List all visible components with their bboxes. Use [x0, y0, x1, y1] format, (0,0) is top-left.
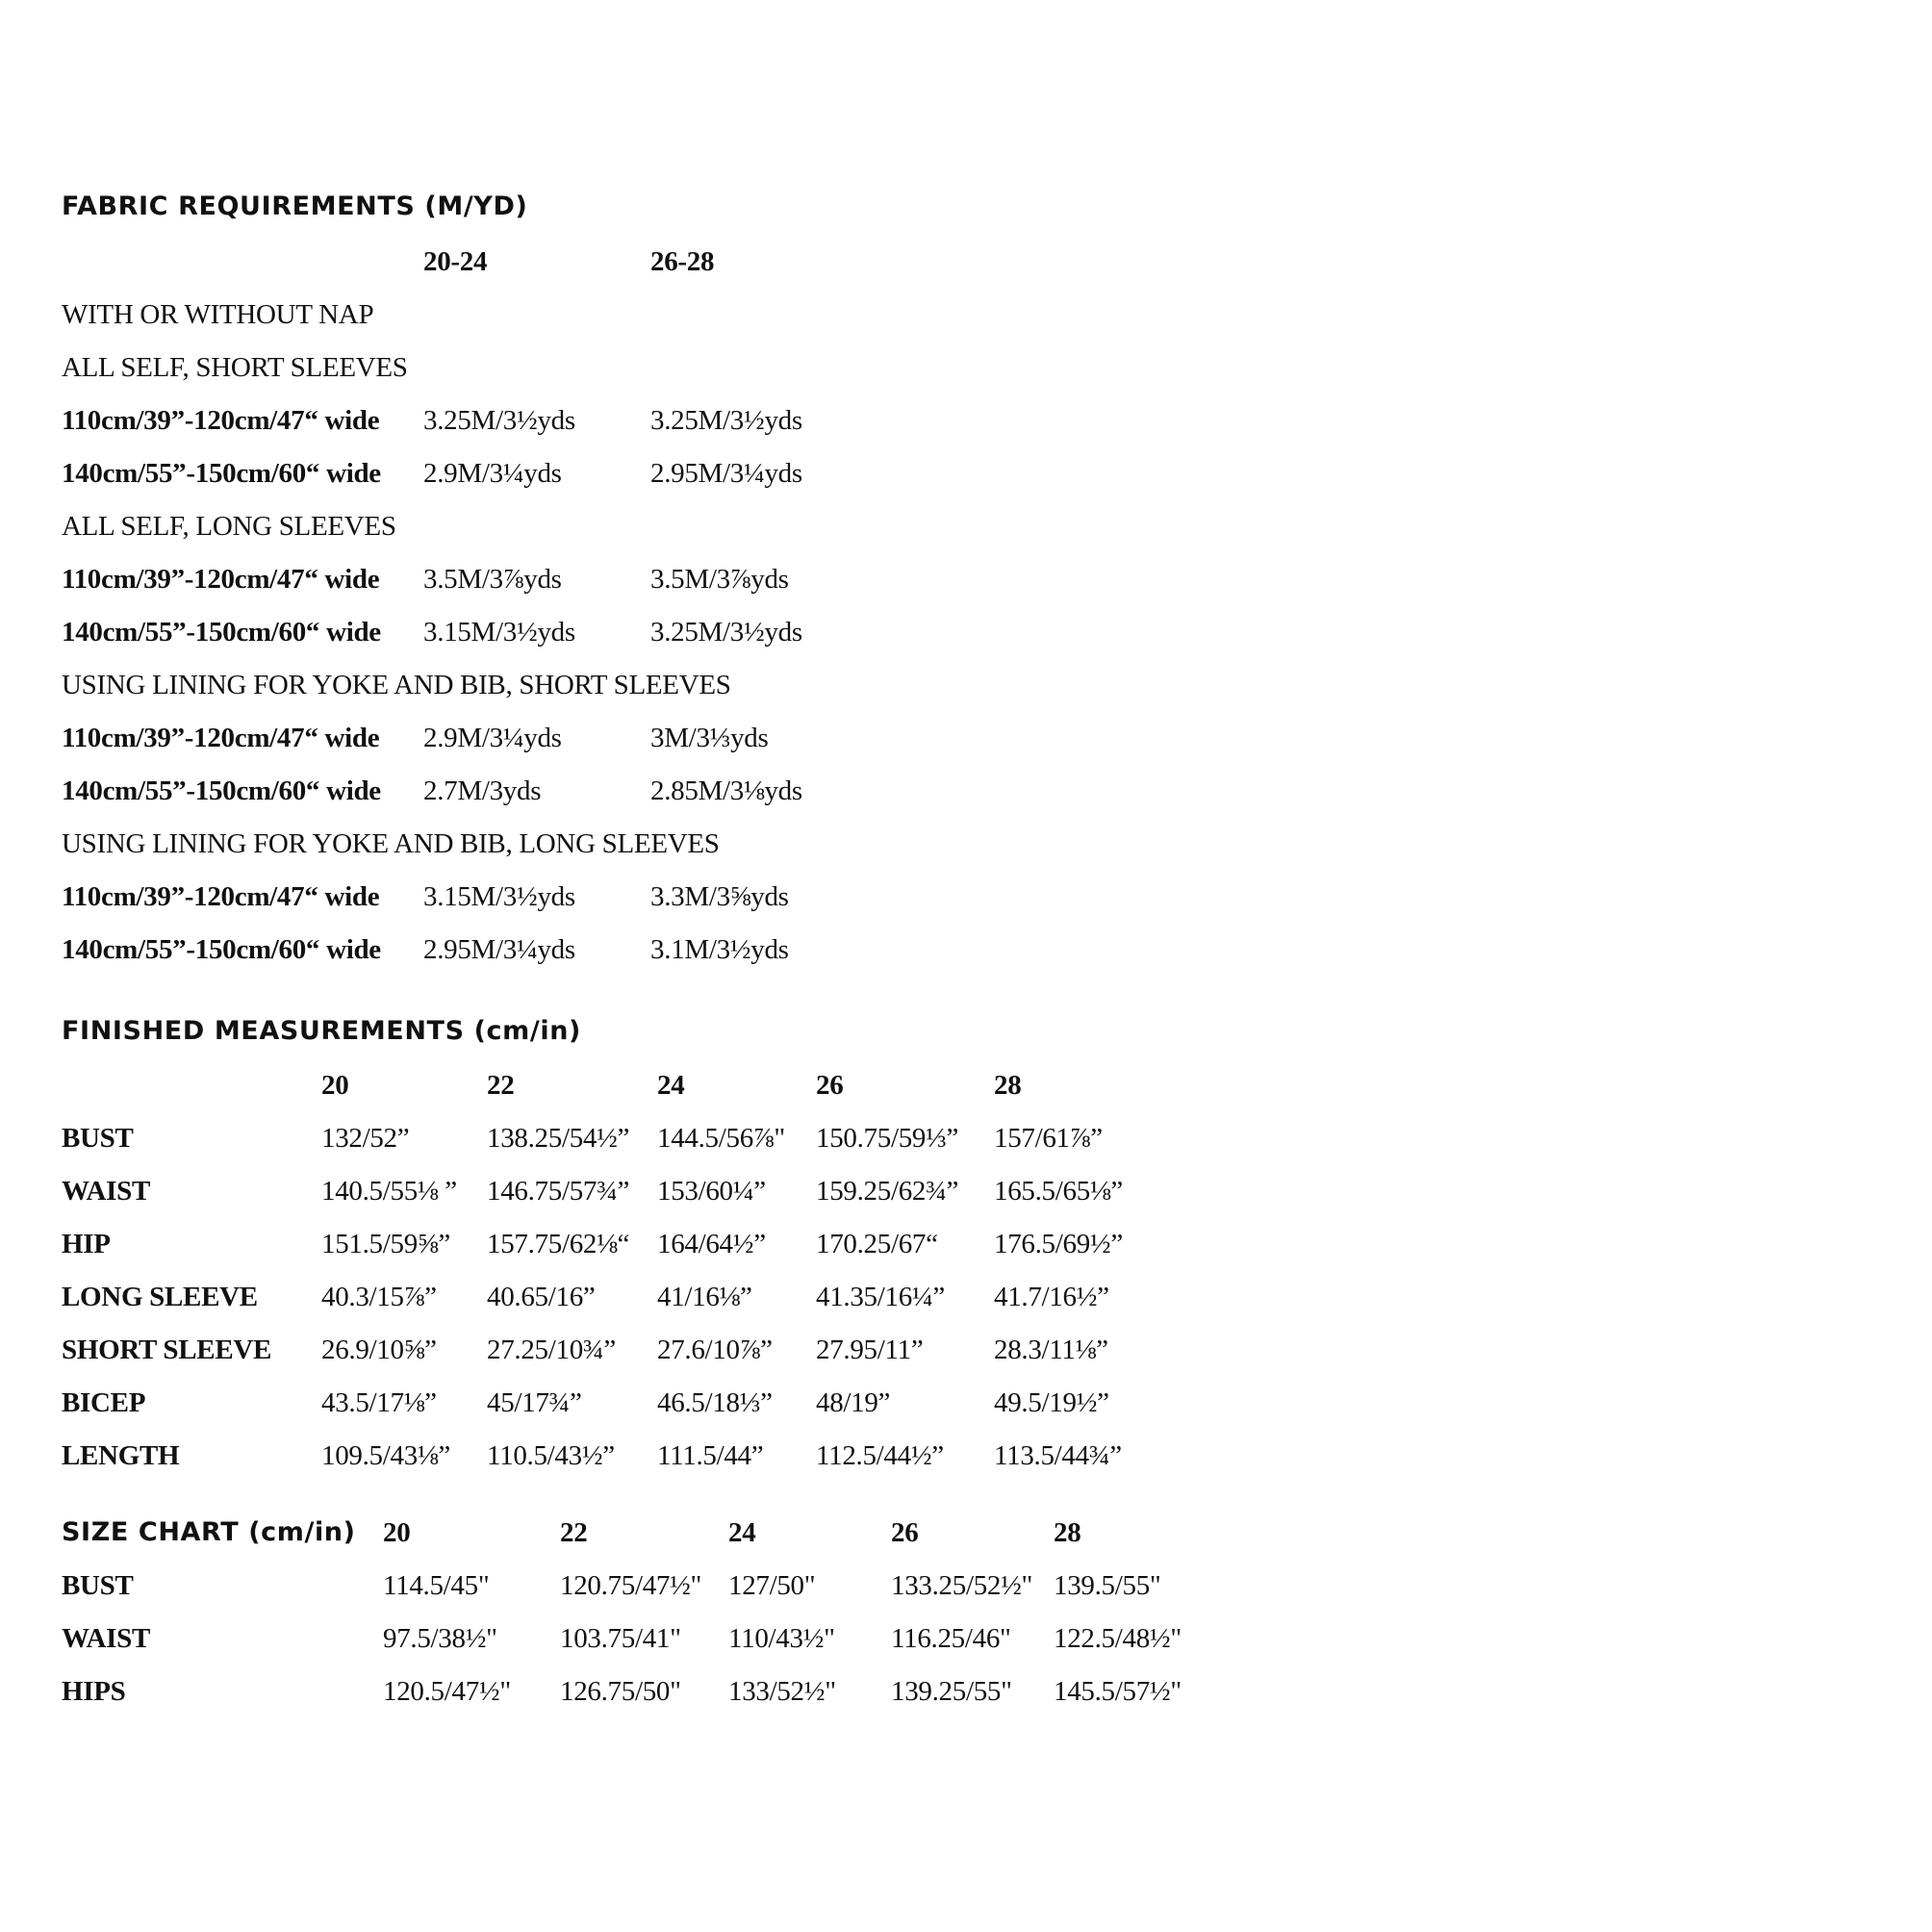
size-chart-value: 116.25/46" [891, 1623, 1011, 1654]
finished-value: 41.35/16¼” [816, 1282, 945, 1312]
finished-value: 144.5/56⅞" [657, 1123, 785, 1154]
finished-size-header: 20 [321, 1070, 349, 1101]
finished-value: 26.9/10⅝” [321, 1335, 437, 1365]
finished-row-label: BICEP [62, 1387, 146, 1418]
size-chart-value: 139.5/55" [1054, 1570, 1161, 1601]
fabric-value-26-28: 3.25M/3½yds [650, 617, 802, 648]
size-chart-value: 145.5/57½" [1054, 1676, 1182, 1707]
finished-value: 40.65/16” [487, 1282, 596, 1312]
finished-value: 27.95/11” [816, 1335, 924, 1365]
size-chart-size-header: 20 [383, 1517, 411, 1548]
finished-value: 41/16⅛” [657, 1282, 752, 1312]
fabric-value-26-28: 3.25M/3½yds [650, 405, 802, 436]
fabric-width-label: 140cm/55”-150cm/60“ wide [62, 458, 381, 489]
size-chart-row-label: HIPS [62, 1676, 126, 1707]
finished-value: 112.5/44½” [816, 1440, 944, 1471]
fabric-group-label: ALL SELF, SHORT SLEEVES [62, 352, 408, 383]
size-chart-size-header: 24 [728, 1517, 756, 1548]
finished-value: 111.5/44” [657, 1440, 764, 1471]
finished-row-label: SHORT SLEEVE [62, 1335, 272, 1365]
fabric-value-26-28: 2.95M/3¼yds [650, 458, 802, 489]
finished-value: 27.25/10¾” [487, 1335, 616, 1365]
nap-note: WITH OR WITHOUT NAP [62, 299, 374, 330]
fabric-size-header-26-28: 26-28 [650, 246, 715, 277]
fabric-value-20-24: 2.9M/3¼yds [423, 458, 562, 489]
finished-value: 138.25/54½” [487, 1123, 630, 1154]
fabric-value-20-24: 3.25M/3½yds [423, 405, 575, 436]
size-chart-row-label: WAIST [62, 1623, 150, 1654]
finished-size-header: 26 [816, 1070, 844, 1101]
finished-value: 41.7/16½” [994, 1282, 1109, 1312]
size-chart-value: 110/43½" [728, 1623, 835, 1654]
fabric-value-20-24: 3.15M/3½yds [423, 881, 575, 912]
finished-value: 28.3/11⅛” [994, 1335, 1108, 1365]
finished-value: 164/64½” [657, 1229, 766, 1259]
fabric-width-label: 140cm/55”-150cm/60“ wide [62, 775, 381, 806]
size-chart-value: 120.5/47½" [383, 1676, 511, 1707]
finished-value: 170.25/67“ [816, 1229, 938, 1259]
fabric-value-20-24: 2.9M/3¼yds [423, 723, 562, 753]
fabric-value-26-28: 3.3M/3⅝yds [650, 881, 789, 912]
fabric-value-26-28: 3.5M/3⅞yds [650, 564, 789, 595]
finished-value: 40.3/15⅞” [321, 1282, 437, 1312]
size-chart-value: 122.5/48½" [1054, 1623, 1182, 1654]
finished-value: 27.6/10⅞” [657, 1335, 773, 1365]
fabric-group-label: USING LINING FOR YOKE AND BIB, SHORT SLEEVES [62, 670, 731, 700]
size-chart-size-header: 26 [891, 1517, 919, 1548]
finished-value: 48/19” [816, 1387, 891, 1418]
finished-value: 150.75/59⅓” [816, 1123, 959, 1154]
finished-row-label: HIP [62, 1229, 111, 1259]
size-chart-value: 139.25/55" [891, 1676, 1012, 1707]
finished-value: 146.75/57¾” [487, 1176, 630, 1207]
finished-value: 43.5/17⅛” [321, 1387, 437, 1418]
finished-value: 151.5/59⅝” [321, 1229, 450, 1259]
finished-row-label: BUST [62, 1123, 134, 1154]
fabric-requirements-title: FABRIC REQUIREMENTS (M/YD) [62, 191, 528, 221]
size-chart-size-header: 28 [1054, 1517, 1081, 1548]
finished-size-header: 22 [487, 1070, 515, 1101]
size-chart-size-header: 22 [560, 1517, 588, 1548]
fabric-width-label: 140cm/55”-150cm/60“ wide [62, 934, 381, 965]
size-chart-title: SIZE CHART (cm/in) [62, 1517, 356, 1547]
finished-value: 176.5/69½” [994, 1229, 1123, 1259]
finished-row-label: LENGTH [62, 1440, 180, 1471]
finished-value: 165.5/65⅛” [994, 1176, 1123, 1207]
finished-value: 110.5/43½” [487, 1440, 615, 1471]
fabric-width-label: 110cm/39”-120cm/47“ wide [62, 405, 380, 436]
fabric-value-20-24: 2.7M/3yds [423, 775, 542, 806]
finished-size-header: 24 [657, 1070, 685, 1101]
fabric-value-26-28: 2.85M/3⅛yds [650, 775, 802, 806]
fabric-group-label: USING LINING FOR YOKE AND BIB, LONG SLEEVES [62, 828, 720, 859]
size-chart-value: 126.75/50" [560, 1676, 681, 1707]
finished-measurements-title: FINISHED MEASUREMENTS (cm/in) [62, 1016, 581, 1046]
fabric-value-26-28: 3M/3⅓yds [650, 723, 769, 753]
size-chart-value: 97.5/38½" [383, 1623, 497, 1654]
finished-value: 157/61⅞” [994, 1123, 1103, 1154]
size-chart-value: 133/52½" [728, 1676, 836, 1707]
size-chart-value: 120.75/47½" [560, 1570, 702, 1601]
finished-value: 46.5/18⅓” [657, 1387, 773, 1418]
fabric-width-label: 110cm/39”-120cm/47“ wide [62, 723, 380, 753]
finished-value: 159.25/62¾” [816, 1176, 959, 1207]
fabric-value-20-24: 3.5M/3⅞yds [423, 564, 562, 595]
size-chart-value: 114.5/45" [383, 1570, 490, 1601]
finished-row-label: WAIST [62, 1176, 150, 1207]
finished-value: 113.5/44¾” [994, 1440, 1122, 1471]
fabric-value-20-24: 3.15M/3½yds [423, 617, 575, 648]
fabric-width-label: 110cm/39”-120cm/47“ wide [62, 564, 380, 595]
finished-row-label: LONG SLEEVE [62, 1282, 258, 1312]
fabric-width-label: 140cm/55”-150cm/60“ wide [62, 617, 381, 648]
fabric-group-label: ALL SELF, LONG SLEEVES [62, 511, 396, 542]
finished-value: 132/52” [321, 1123, 410, 1154]
finished-size-header: 28 [994, 1070, 1022, 1101]
size-chart-value: 103.75/41" [560, 1623, 681, 1654]
fabric-value-26-28: 3.1M/3½yds [650, 934, 789, 965]
size-chart-value: 133.25/52½" [891, 1570, 1033, 1601]
fabric-value-20-24: 2.95M/3¼yds [423, 934, 575, 965]
fabric-size-header-20-24: 20-24 [423, 246, 488, 277]
finished-value: 153/60¼” [657, 1176, 766, 1207]
finished-value: 45/17¾” [487, 1387, 582, 1418]
size-chart-value: 127/50" [728, 1570, 816, 1601]
size-chart-row-label: BUST [62, 1570, 134, 1601]
fabric-width-label: 110cm/39”-120cm/47“ wide [62, 881, 380, 912]
finished-value: 140.5/55⅛ ” [321, 1176, 457, 1207]
finished-value: 157.75/62⅛“ [487, 1229, 630, 1259]
finished-value: 109.5/43⅛” [321, 1440, 450, 1471]
finished-value: 49.5/19½” [994, 1387, 1109, 1418]
